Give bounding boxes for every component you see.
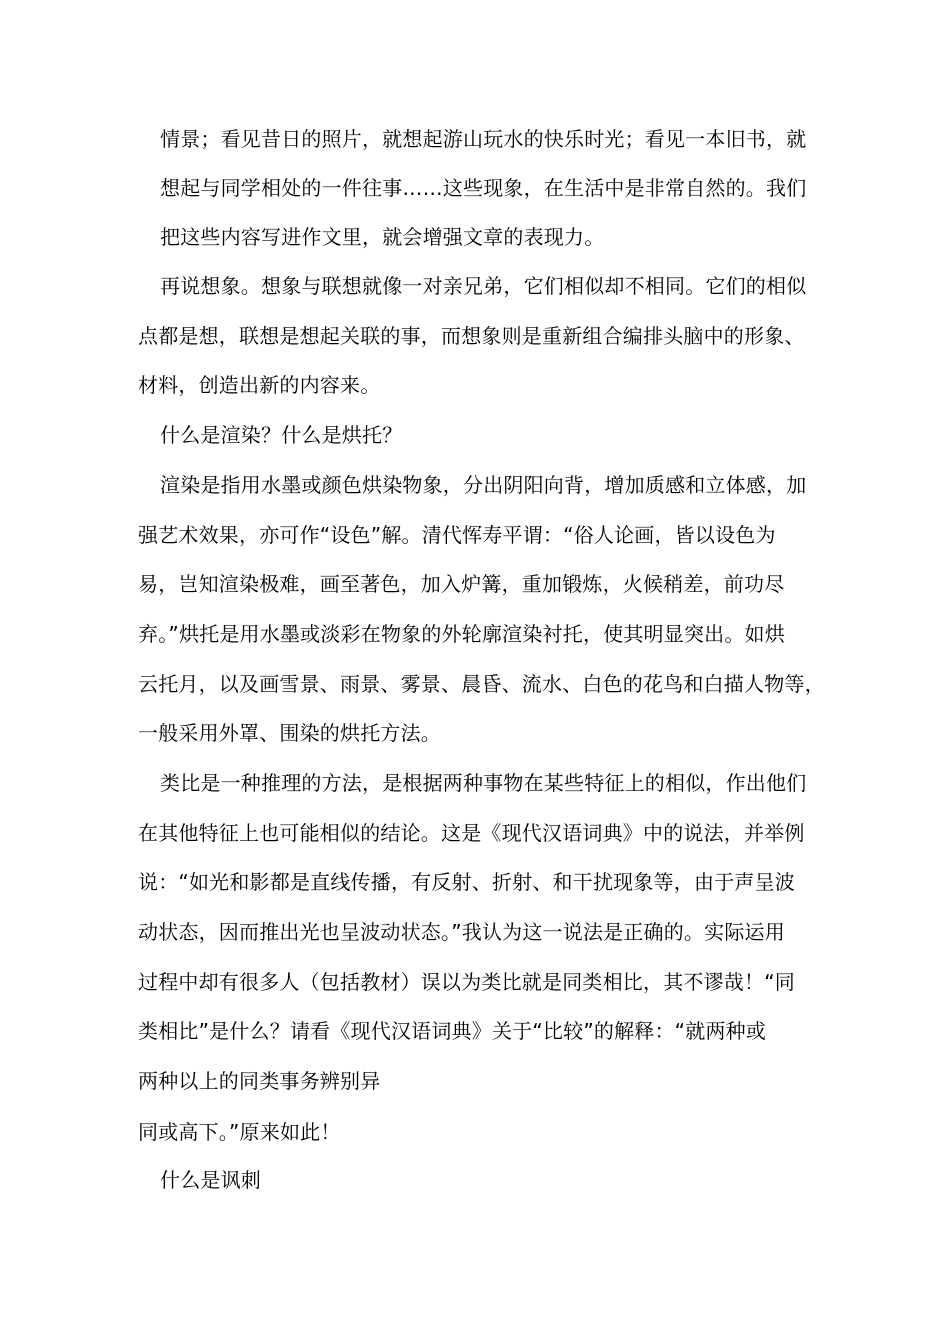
text-line: 强艺术效果，亦可作“设色”解。清代恽寿平谓：“俗人论画，皆以设色为 (138, 523, 776, 547)
text-line: 在其他特征上也可能相似的结论。这是《现代汉语词典》中的说法，并举例 (138, 821, 805, 845)
text-line: 说：“如光和影都是直线传播，有反射、折射、和干扰现象等，由于声呈波 (138, 870, 795, 894)
text-line: 同或高下。”原来如此！ (138, 1120, 341, 1144)
text-line: 易，岂知渲染极难，画至著色，加入炉篝，重加锻炼，火候稍差，前功尽 (138, 572, 785, 596)
text-line: 想起与同学相处的一件往事……这些现象，在生活中是非常自然的。我们 (160, 176, 807, 200)
text-line: 两种以上的同类事务辨别异 (138, 1069, 381, 1093)
paragraph-start-line: 类比是一种推理的方法，是根据两种事物在某些特征上的相似，作出他们 (160, 771, 807, 795)
text-line: 动状态，因而推出光也呈波动状态。”我认为这一说法是正确的。实际运用 (138, 920, 785, 944)
question-heading-line: 什么是渲染？什么是烘托？ (160, 423, 403, 447)
text-line: 材料，创造出新的内容来。 (138, 373, 381, 397)
text-line: 过程中却有很多人（包括教材）误以为类比就是同类相比，其不谬哉！“同 (138, 970, 795, 994)
text-line: 情景；看见昔日的照片，就想起游山玩水的快乐时光；看见一本旧书，就 (160, 127, 807, 151)
question-heading-line: 什么是讽刺 (160, 1168, 261, 1192)
text-line: 一般采用外罩、围染的烘托方法。 (138, 721, 441, 745)
paragraph-start-line: 再说想象。想象与联想就像一对亲兄弟，它们相似却不相同。它们的相似 (160, 274, 807, 298)
paragraph-start-line: 渲染是指用水墨或颜色烘染物象，分出阴阳向背，增加质感和立体感，加 (160, 473, 807, 497)
text-line: 类相比”是什么？请看《现代汉语词典》关于“比较”的解释：“就两种或 (138, 1019, 767, 1043)
text-line: 把这些内容写进作文里，就会增强文章的表现力。 (160, 225, 605, 249)
text-line: 云托月，以及画雪景、雨景、雾景、晨昏、流水、白色的花鸟和白描人物等， (138, 672, 825, 696)
text-line: 点都是想，联想是想起关联的事，而想象则是重新组合编排头脑中的形象、 (138, 324, 805, 348)
text-line: 弃。”烘托是用水墨或淡彩在物象的外轮廓渲染衬托，使其明显突出。如烘 (138, 622, 785, 646)
